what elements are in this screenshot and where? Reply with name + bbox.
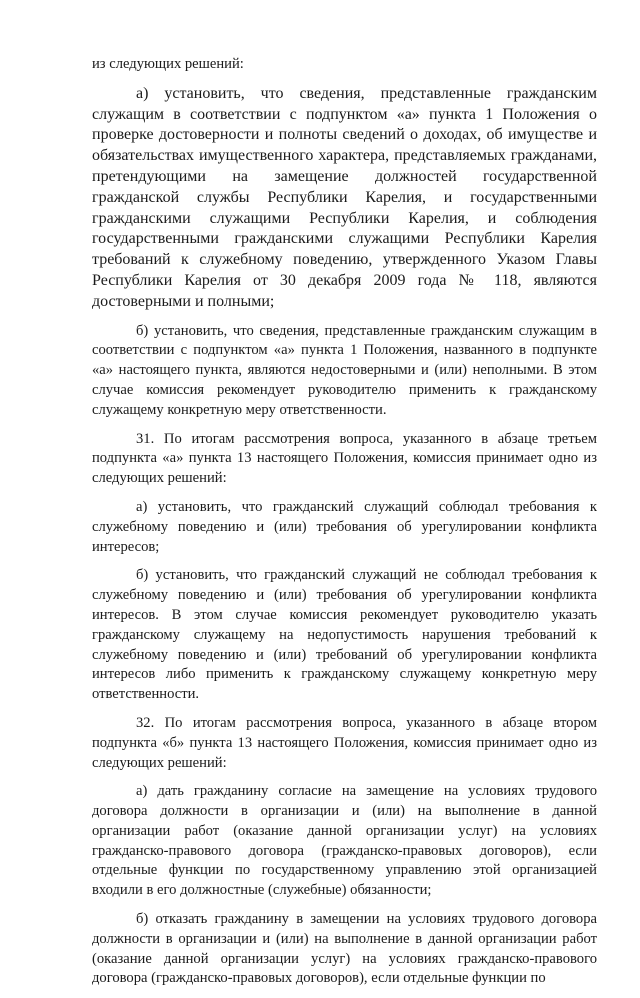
paragraph-31a: а) установить, что гражданский служащий соблюдал требования к служебному поведению и (или) требования об урегулировании конфликта интересов; [92,498,597,555]
paragraph-32b: б) отказать гражданину в замещении на условиях трудового договора должности в организации и (или) на выполнение в данной организации работ (оказание данной организации услуг) на условиях гражданско-правового договора (гражданско-правовых договоров), если отдельные функции по [92,911,597,987]
paragraph-30a-text: а) установить, что сведения, представленные гражданским служащим в соответствии с подпунктом «а» пункта 1 Положения о проверке достоверности и полноты сведений о доходах, об имуществе и обязательствах имущественного характера, представляемых гражданами, претендующими на замещение должностей государственной гражданской службы Республики Карелия, и государственными гражданскими служащими Республики Карелия, и соблюдения государственными гражданскими служащими Республики Карелия требований к служебному поведению, утвержденного Указом Главы Республики Карелия от 30 декабря 2009 года № 118, являются достоверными и полными; [92,84,597,310]
paragraph-31: 31. По итогам рассмотрения вопроса, указанного в абзаце третьем подпункта «а» пункта 13 настоящего Положения, комиссия принимает одно из следующих решений: [92,430,597,487]
paragraph-30b: б) установить, что сведения, представленные гражданским служащим в соответствии с подпунктом «а» пункта 1 Положения, названного в подпункте «а» настоящего пункта, являются недостоверными и (или) неполными. В этом случае комиссия рекомендует руководителю применить к гражданскому служащему конкретную меру ответственности. [92,322,597,418]
paragraph-32: 32. По итогам рассмотрения вопроса, указанного в абзаце втором подпункта «б» пункта 13 настоящего Положения, комиссия принимает одно из следующих решений: [92,714,597,771]
document-body [92,55,597,998]
paragraph-32a: а) дать гражданину согласие на замещение на условиях трудового договора должности в организации и (или) на выполнение в данной организации работ (оказание данной организации услуг) на условиях гражданско-правового договора (гражданско-правовых договоров), если отдельные функции по государственному управлению этой организацией входили в его должностные (служебные) обязанности; [92,783,597,899]
paragraph-30a [92,84,597,313]
paragraph-intro-tail: из следующих решений: [92,56,244,72]
paragraph-31b: б) установить, что гражданский служащий не соблюдал требования к служебному поведению и (или) требования об урегулировании конфликта интересов. В этом случае комиссия рекомендует руководителю указать гражданскому служащему на недопустимость нарушения требований к служебному поведению и (или) требований об урегулировании конфликта интересов либо применить к гражданскому служащему конкретную меру ответственности. [92,567,597,703]
